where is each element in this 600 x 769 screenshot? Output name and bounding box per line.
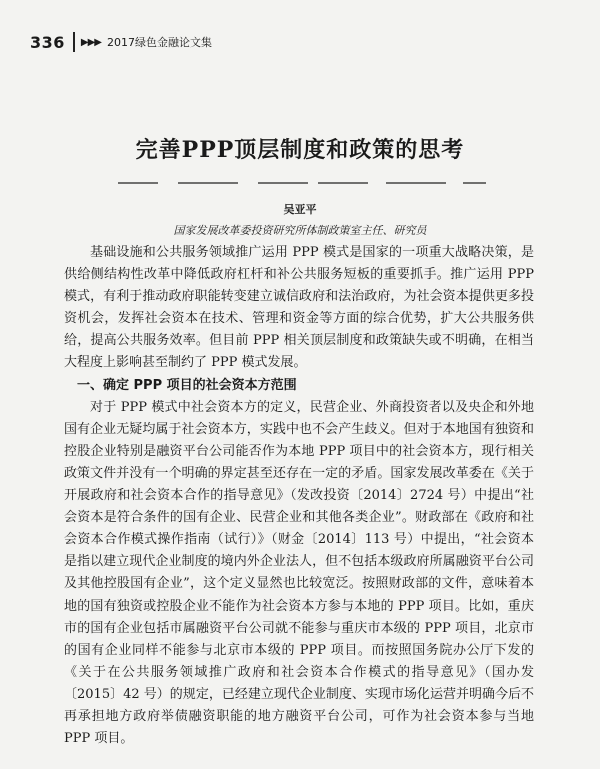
title-decorative-rule: [118, 180, 486, 186]
author-affiliation: 国家发展改革委投资研究所体制政策室主任、研究员: [173, 224, 427, 237]
paragraph: 对于 PPP 模式中社会资本方的定义，民营企业、外商投资者以及央企和外地国有企业无疑均属于社会资本方，实践中也不会产生歧义。但对于本地国有独资和控股企业特别是融资平台公司能否作为本地 PPP 项目中的社会资本方，现行相关政策文件并没有一个明确的界定甚至还存在一定的矛盾。国家发展改革委在《关于开展政府和社会资本合作的指导意见》（发改投资〔2014〕2724 号）中提出“社会资本是符合条件的国有企业、民营企业和其他各类企业”。财政部在《政府和社会资本合作模式操作指南（试行）》（财金〔2014〕113 号）中提出，“社会资本是指以建立现代企业制度的境内外企业法人，但不包括本级政府所属融资平台公司及其他控股国有企业”，这个定义显然也比较宽泛。按照财政部的文件，意味着本地的国有独资或控股企业不能作为社会资本方参与本地的 PPP 项目。比如，重庆市的国有企业包括市属融资平台公司就不能参与重庆市本级的 PPP 项目，北京市的国有企业同样不能参与北京市本级的 PPP 项目。而按照国务院办公厅下发的《关于在公共服务领域推广政府和社会资本合作模式的指导意见》（国办发〔2015〕42 号）的规定，已经建立现代企业制度、实现市场化运营并明确今后不再承担地方政府举债融资职能的地方融资平台公司，可作为社会资本参与当地 PPP 项目。: [64, 399, 534, 747]
article-body: [64, 242, 534, 750]
article-title: 完善PPP顶层制度和政策的思考: [135, 137, 465, 163]
running-header: [30, 32, 212, 52]
header-divider: [73, 32, 75, 52]
triple-arrow-icon: ▶▶▶: [80, 36, 101, 48]
author-name: 吴亚平: [283, 203, 317, 216]
series-title: 2017绿色金融论文集: [106, 36, 212, 49]
section-heading: 一、确定 PPP 项目的社会资本方范围: [77, 377, 297, 393]
paragraph: 基础设施和公共服务领域推广运用 PPP 模式是国家的一项重大战略决策，是供给侧结构性改革中降低政府杠杆和补公共服务短板的重要抓手。推广运用 PPP 模式，有利于推动政府职能转变建立诚信政府和法治政府，为社会资本提供更多投资机会，发挥社会资本在技术、管理和资金等方面的综合优势，扩大公共服务供给，提高公共服务效率。但目前 PPP 相关顶层制度和政策缺失或不明确，在相当大程度上影响甚至制约了 PPP 模式发展。: [64, 245, 534, 371]
page-number: 336: [30, 32, 65, 52]
